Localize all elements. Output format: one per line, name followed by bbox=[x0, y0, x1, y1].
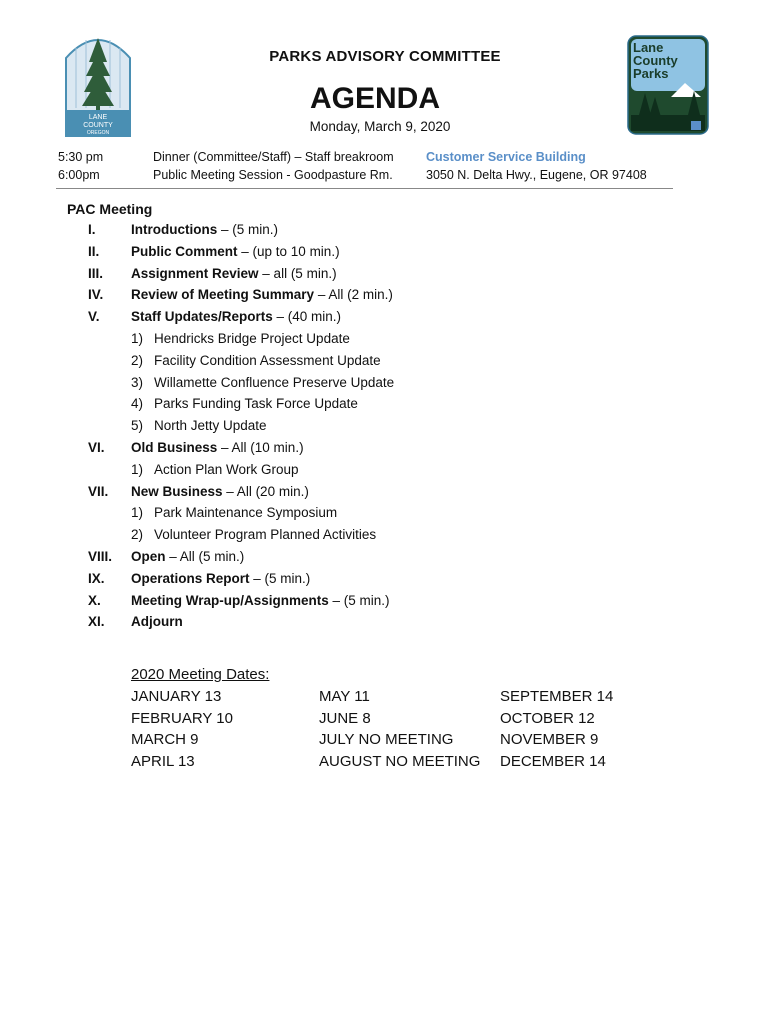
item-title: Review of Meeting Summary bbox=[131, 287, 315, 303]
subitem-number: 2) bbox=[131, 352, 144, 368]
meeting-date-item: DECEMBER 14 bbox=[500, 752, 606, 770]
meeting-date-item: FEBRUARY 10 bbox=[131, 709, 233, 727]
item-text bbox=[131, 568, 310, 590]
meeting-dates-column bbox=[131, 686, 233, 772]
committee-name: PARKS ADVISORY COMMITTEE bbox=[269, 48, 501, 65]
meeting-date-item: MARCH 9 bbox=[131, 731, 199, 749]
meeting-date: Monday, March 9, 2020 bbox=[309, 119, 451, 134]
agenda-subitem bbox=[0, 524, 770, 546]
agenda-subitem bbox=[0, 372, 770, 394]
agenda-item bbox=[0, 306, 770, 328]
schedule-event: Dinner (Committee/Staff) – Staff breakroom bbox=[153, 150, 394, 164]
item-number: IX. bbox=[88, 570, 105, 586]
agenda-item bbox=[0, 568, 770, 590]
item-detail: – (5 min.) bbox=[217, 222, 279, 237]
parks-logo-parks: Parks bbox=[633, 66, 669, 81]
item-text bbox=[131, 481, 309, 503]
item-number: X. bbox=[88, 592, 101, 608]
subitem-text: Facility Condition Assessment Update bbox=[154, 352, 381, 368]
subitem-text: Action Plan Work Group bbox=[154, 461, 299, 477]
meeting-date-item: MAY 11 bbox=[319, 688, 370, 705]
item-number: VII. bbox=[88, 483, 109, 499]
meeting-date-item: AUGUST NO MEETING bbox=[319, 752, 481, 770]
item-text bbox=[131, 611, 183, 633]
item-title: Public Comment bbox=[131, 243, 238, 259]
subitem-number: 1) bbox=[131, 505, 144, 521]
agenda-subitem bbox=[0, 502, 770, 524]
schedule-event: Public Meeting Session - Goodpasture Rm. bbox=[153, 168, 393, 182]
item-detail: – All (2 min.) bbox=[314, 287, 393, 303]
item-number: IV. bbox=[88, 287, 104, 303]
item-text bbox=[131, 263, 337, 285]
logo-text-lane: LANE bbox=[88, 114, 108, 121]
subitem-number: 2) bbox=[131, 527, 144, 543]
item-number: VI. bbox=[88, 439, 105, 455]
item-text bbox=[131, 590, 390, 612]
meeting-date-item: SEPTEMBER 14 bbox=[500, 688, 614, 705]
item-detail: – (5 min.) bbox=[328, 592, 390, 608]
item-text bbox=[131, 437, 304, 459]
meeting-date-item: JUNE 8 bbox=[319, 709, 371, 727]
item-title: Staff Updates/Reports bbox=[131, 309, 273, 325]
parks-logo-county: County bbox=[633, 53, 678, 68]
item-detail: – All (5 min.) bbox=[165, 548, 245, 564]
subitem-number: 3) bbox=[131, 374, 144, 390]
schedule-time: 6:00pm bbox=[58, 168, 100, 182]
agenda-item bbox=[0, 546, 770, 568]
section-title: PAC Meeting bbox=[67, 201, 153, 217]
agenda-item bbox=[0, 611, 770, 633]
item-text bbox=[131, 306, 341, 328]
item-number: VIII. bbox=[88, 548, 113, 564]
item-title: Old Business bbox=[131, 439, 218, 455]
subitem-number: 5) bbox=[131, 418, 144, 434]
item-title: Adjourn bbox=[131, 614, 183, 630]
agenda-list bbox=[0, 219, 770, 633]
item-detail: – (up to 10 min.) bbox=[237, 243, 340, 259]
subitem-number: 1) bbox=[131, 461, 144, 477]
subitem-text: Hendricks Bridge Project Update bbox=[154, 330, 350, 346]
subitem-text: Parks Funding Task Force Update bbox=[154, 396, 358, 412]
agenda-item bbox=[0, 481, 770, 503]
agenda-item bbox=[0, 437, 770, 459]
agenda-item bbox=[0, 219, 770, 241]
item-text bbox=[131, 219, 278, 241]
agenda-subitem bbox=[0, 393, 770, 415]
subitem-text: Willamette Confluence Preserve Update bbox=[154, 374, 395, 390]
item-number: II. bbox=[88, 243, 100, 259]
location-address: 3050 N. Delta Hwy., Eugene, OR 97408 bbox=[426, 168, 647, 182]
schedule-time: 5:30 pm bbox=[58, 150, 104, 164]
agenda-subitem bbox=[0, 350, 770, 372]
item-text bbox=[131, 546, 244, 568]
meeting-date-item: OCTOBER 12 bbox=[500, 709, 595, 727]
item-number: V. bbox=[88, 309, 100, 325]
parks-logo-lane: Lane bbox=[633, 40, 664, 55]
agenda-item bbox=[0, 263, 770, 285]
meeting-date-item: JANUARY 13 bbox=[131, 688, 222, 705]
meeting-date-item: NOVEMBER 9 bbox=[500, 731, 599, 749]
meeting-date-item: JULY NO MEETING bbox=[319, 731, 454, 749]
agenda-subitem bbox=[0, 415, 770, 437]
agenda-subitem bbox=[0, 459, 770, 481]
item-text bbox=[131, 241, 340, 263]
item-detail: – All (20 min.) bbox=[222, 483, 309, 499]
subitem-text: North Jetty Update bbox=[154, 418, 267, 434]
logo-text-county: COUNTY bbox=[83, 122, 113, 129]
location-title: Customer Service Building bbox=[426, 150, 586, 164]
item-title: Meeting Wrap-up/Assignments bbox=[131, 592, 329, 608]
agenda-item bbox=[0, 241, 770, 263]
meeting-dates-heading: 2020 Meeting Dates: bbox=[131, 666, 270, 683]
item-title: New Business bbox=[131, 483, 223, 499]
item-title: Operations Report bbox=[131, 570, 250, 586]
item-detail: – all (5 min.) bbox=[258, 265, 337, 281]
item-number: III. bbox=[88, 265, 104, 281]
logo-text-oregon: OREGON bbox=[86, 130, 110, 136]
meeting-dates-column bbox=[319, 686, 480, 772]
item-detail: – (40 min.) bbox=[272, 309, 342, 325]
schedule-events bbox=[153, 148, 394, 184]
item-text bbox=[131, 284, 393, 306]
schedule-location bbox=[426, 148, 647, 184]
meeting-dates-column bbox=[500, 686, 613, 772]
subitem-number: 1) bbox=[131, 330, 144, 346]
agenda-item bbox=[0, 284, 770, 306]
page-title: AGENDA bbox=[309, 82, 440, 115]
header-divider bbox=[56, 188, 673, 189]
schedule-times bbox=[58, 148, 103, 184]
item-detail: – All (10 min.) bbox=[217, 439, 304, 455]
agenda-subitem bbox=[0, 328, 770, 350]
item-title: Open bbox=[131, 548, 166, 564]
subitem-number: 4) bbox=[131, 396, 144, 412]
item-title: Assignment Review bbox=[131, 265, 259, 281]
item-number: XI. bbox=[88, 614, 105, 630]
agenda-item bbox=[0, 590, 770, 612]
subitem-text: Volunteer Program Planned Activities bbox=[154, 527, 377, 543]
subitem-text: Park Maintenance Symposium bbox=[154, 505, 338, 521]
item-detail: – (5 min.) bbox=[249, 570, 311, 586]
item-title: Introductions bbox=[131, 222, 218, 237]
meeting-date-item: APRIL 13 bbox=[131, 752, 195, 770]
item-number: I. bbox=[88, 222, 96, 237]
